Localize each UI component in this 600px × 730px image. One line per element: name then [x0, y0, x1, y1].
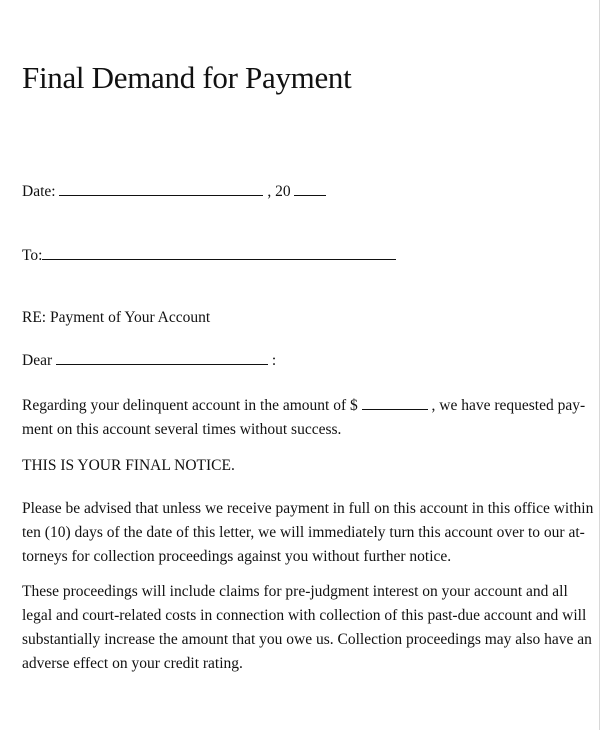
paragraph-delinquent — [22, 394, 586, 442]
date-year-prefix: , 20 — [267, 183, 291, 200]
dear-label: Dear — [22, 352, 53, 369]
document-title: Final Demand for Payment — [22, 60, 352, 95]
date-blank — [59, 181, 263, 196]
dear-line — [22, 350, 276, 371]
dear-blank — [56, 350, 268, 365]
year-blank — [294, 181, 326, 196]
to-line — [22, 245, 396, 266]
amount-text-end: , we have requested pay- — [431, 397, 586, 414]
paragraph-proceedings-line-3: substantially increase the amount that you owe us. Collection proceedings may also have an — [22, 631, 592, 648]
paragraph-advised-line-1: Please be advised that unless we receive payment in full on this account in this office within — [22, 500, 594, 517]
paragraph-advised — [22, 497, 594, 569]
to-label: To: — [22, 247, 43, 264]
re-line: RE: Payment of Your Account — [22, 309, 211, 326]
date-label: Date: — [22, 183, 56, 200]
final-notice: THIS IS YOUR FINAL NOTICE. — [22, 457, 235, 474]
dear-colon: : — [271, 352, 277, 369]
paragraph-proceedings — [22, 580, 592, 676]
paragraph-advised-line-3: torneys for collection proceedings against you without further notice. — [22, 548, 452, 565]
amount-blank — [362, 395, 428, 410]
paragraph-proceedings-line-2: legal and court-related costs in connection with collection of this past-due account and will — [22, 607, 587, 624]
amount-text-start: Regarding your delinquent account in the amount of $ — [22, 397, 358, 414]
paragraph-proceedings-line-4: adverse effect on your credit rating. — [22, 655, 243, 672]
paragraph-delinquent-line-2: ment on this account several times without success. — [22, 421, 342, 438]
date-line — [22, 181, 326, 202]
paragraph-advised-line-2: ten (10) days of the date of this letter, we will immediately turn this account over to our at- — [22, 524, 585, 541]
paragraph-proceedings-line-1: These proceedings will include claims for pre-judgment interest on your account and all — [22, 583, 568, 600]
paragraph-delinquent-line-1 — [22, 394, 586, 418]
to-blank — [42, 245, 396, 260]
